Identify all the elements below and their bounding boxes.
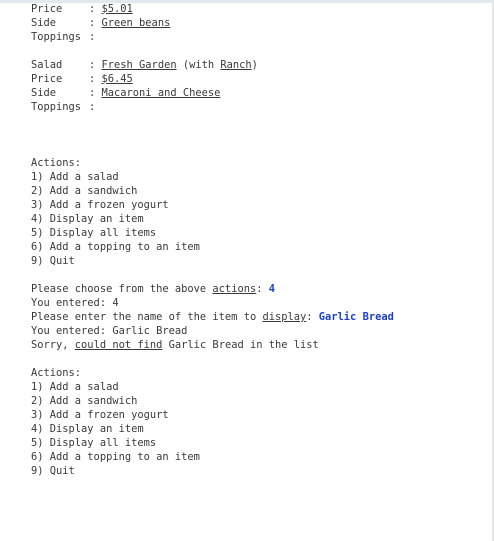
console-output — [31, 2, 491, 478]
display-word: display — [262, 311, 307, 323]
blank-line — [31, 114, 491, 128]
entered-echo-1: You entered: 4 — [31, 297, 119, 309]
choice-input[interactable]: 4 — [268, 283, 275, 295]
separator: : — [89, 59, 102, 71]
prompt-colon: : — [256, 283, 269, 295]
menu-option-add-salad: 1) Add a salad — [31, 381, 119, 393]
side-label: Side — [31, 87, 57, 99]
close-paren: ) — [251, 59, 258, 71]
menu-option-add-salad: 1) Add a salad — [31, 171, 119, 183]
toppings-label: Toppings — [31, 31, 82, 43]
salad-name-value: Fresh Garden — [101, 59, 177, 71]
menu-option-add-frozen-yogurt: 3) Add a frozen yogurt — [31, 409, 169, 421]
side-label: Side — [31, 17, 57, 29]
actions-header: Actions: — [31, 157, 82, 169]
name-prompt-text: Please enter the name of the item to — [31, 311, 263, 323]
side-value: Green beans — [101, 17, 171, 29]
toppings-label: Toppings — [31, 101, 82, 113]
menu-option-add-sandwich: 2) Add a sandwich — [31, 395, 138, 407]
actions-header: Actions: — [31, 367, 82, 379]
separator: : — [89, 87, 102, 99]
salad-price-line — [31, 72, 491, 86]
menu-option-add-sandwich: 2) Add a sandwich — [31, 185, 138, 197]
dressing-value: Ranch — [220, 59, 252, 71]
item-price-line — [31, 2, 491, 16]
choose-prompt-text: Please choose from the above — [31, 283, 213, 295]
salad-side-line — [31, 86, 491, 100]
with-text: (with — [176, 59, 221, 71]
price-value: $5.01 — [101, 3, 133, 15]
blank-line — [31, 44, 491, 58]
salad-label: Salad — [31, 59, 63, 71]
sorry-rest-text: Garlic Bread in the list — [162, 339, 319, 351]
price-value: $6.45 — [101, 73, 133, 85]
name-prompt-line — [31, 310, 491, 324]
separator: : — [89, 73, 102, 85]
price-label: Price — [31, 73, 63, 85]
actions-word: actions — [212, 283, 257, 295]
not-found-message — [31, 338, 491, 352]
blank-line — [31, 268, 491, 282]
prompt-colon: : — [306, 311, 319, 323]
item-name-input[interactable]: Garlic Bread — [318, 311, 394, 323]
separator: : — [89, 17, 102, 29]
choose-prompt-line — [31, 282, 491, 296]
menu-option-display-all: 5) Display all items — [31, 437, 157, 449]
menu-option-display-item: 4) Display an item — [31, 213, 144, 225]
menu-option-quit: 9) Quit — [31, 465, 75, 477]
menu-option-display-item: 4) Display an item — [31, 423, 144, 435]
sorry-text: Sorry, — [31, 339, 75, 351]
side-value: Macaroni and Cheese — [101, 87, 221, 99]
menu-option-add-topping: 6) Add a topping to an item — [31, 241, 200, 253]
separator: : — [89, 31, 102, 43]
separator: : — [89, 3, 102, 15]
menu-option-add-frozen-yogurt: 3) Add a frozen yogurt — [31, 199, 169, 211]
menu-option-display-all: 5) Display all items — [31, 227, 157, 239]
menu-option-add-topping: 6) Add a topping to an item — [31, 451, 200, 463]
item-toppings-line — [31, 30, 491, 44]
blank-line — [31, 128, 491, 142]
item-side-line — [31, 16, 491, 30]
salad-toppings-line — [31, 100, 491, 114]
entered-echo-2: You entered: Garlic Bread — [31, 325, 188, 337]
blank-line — [31, 352, 491, 366]
could-not-find-text: could not find — [74, 339, 163, 351]
separator: : — [89, 101, 102, 113]
price-label: Price — [31, 3, 63, 15]
menu-option-quit: 9) Quit — [31, 255, 75, 267]
blank-line — [31, 142, 491, 156]
salad-name-line — [31, 58, 491, 72]
